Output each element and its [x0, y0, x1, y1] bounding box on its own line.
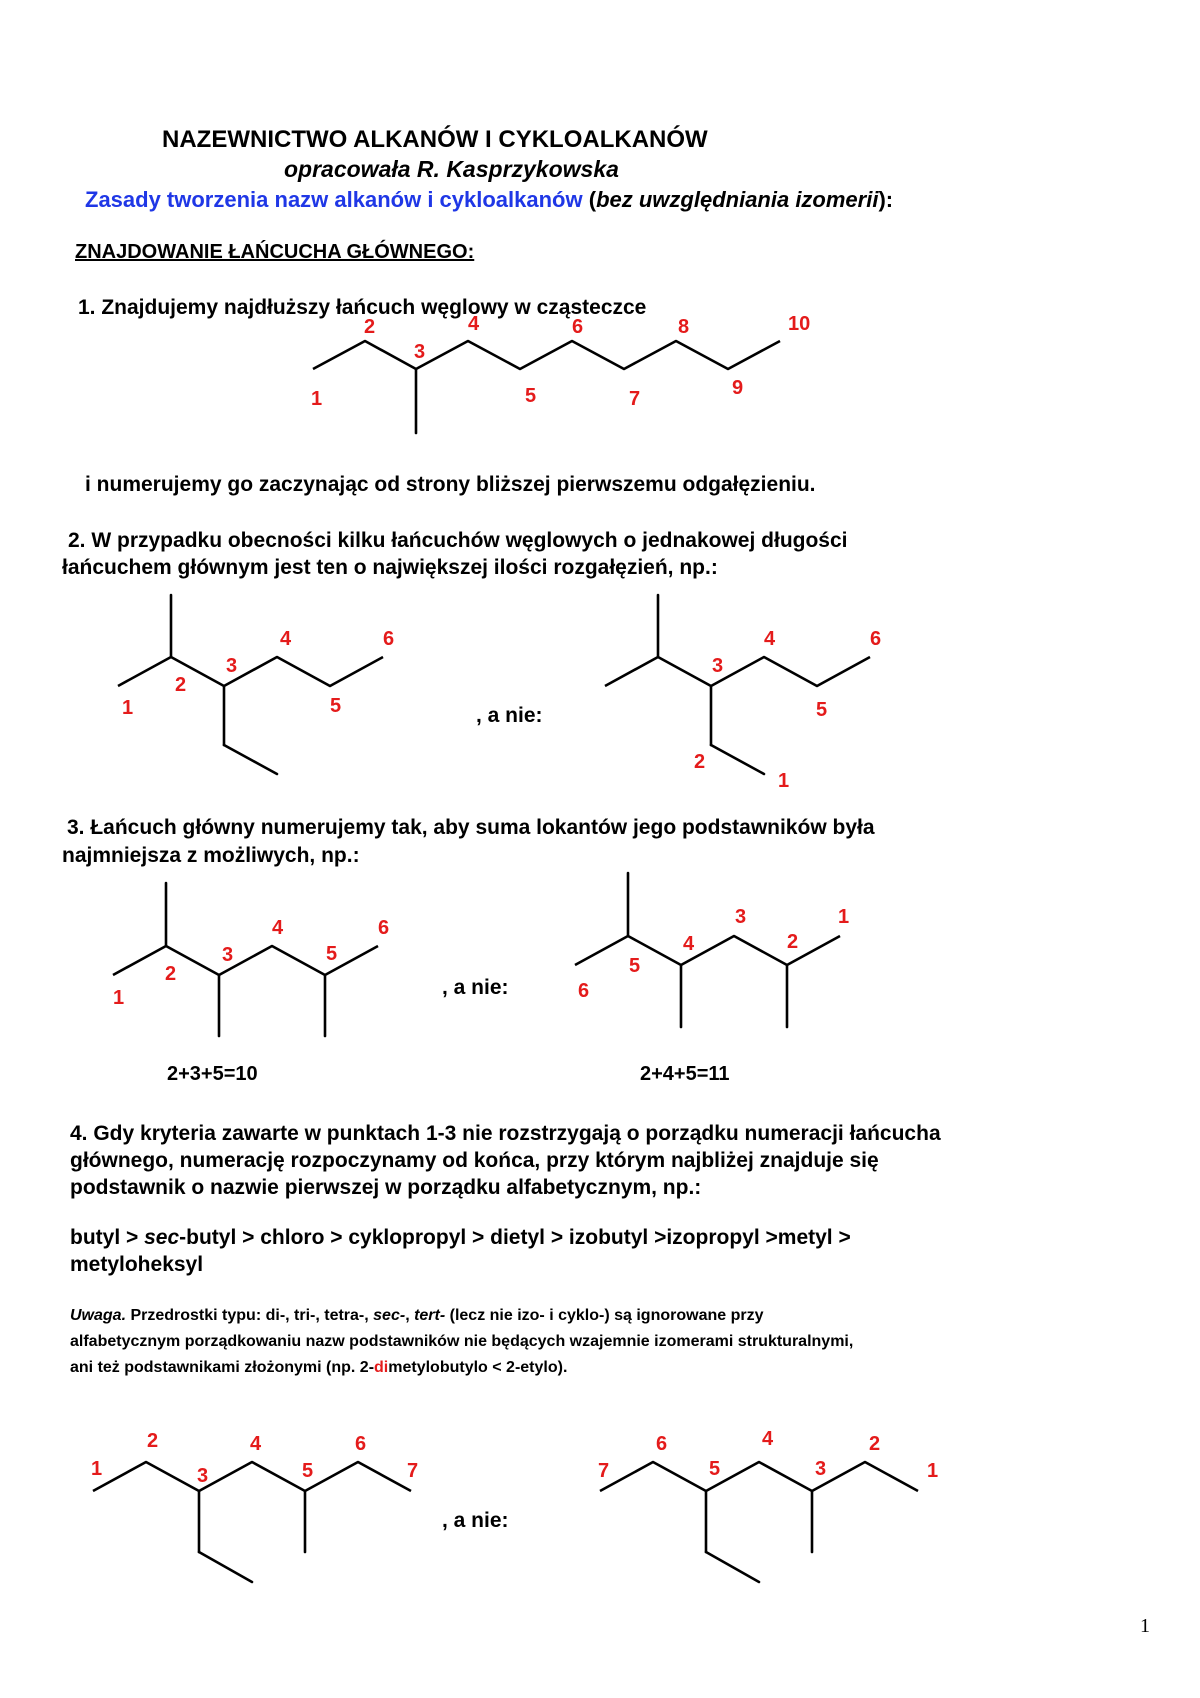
locant-1: 1: [838, 906, 850, 928]
locant-6: 6: [656, 1433, 668, 1455]
locant-6: 6: [355, 1433, 367, 1455]
order-part-a: butyl >: [70, 1226, 145, 1249]
ethyl-branch-b: [199, 1552, 252, 1582]
rules-heading-note: bez uwzględniania izomerii: [596, 187, 879, 212]
locant-4: 4: [250, 1433, 262, 1455]
locant-3: 3: [222, 944, 234, 966]
locant-2: 2: [787, 931, 799, 953]
main-chain: [93, 1462, 411, 1491]
locant-5: 5: [330, 695, 342, 717]
locant-10: 10: [788, 313, 811, 335]
locant-4: 4: [683, 933, 695, 955]
locant-1: 1: [311, 388, 323, 410]
note-l1c: (lecz nie izo- i cyklo-) są ignorowane przy: [445, 1307, 764, 1324]
locant-5: 5: [326, 943, 338, 965]
note-l3b: metylobutylo < 2-etylo).: [388, 1359, 568, 1376]
rule3-line2: najmniejsza z możliwych, np.:: [62, 844, 360, 867]
locant-3: 3: [226, 655, 238, 677]
locant-6: 6: [870, 628, 882, 650]
rule1-text: 1. Znajdujemy najdłuższy łańcuch węglowy w cząsteczce: [78, 296, 647, 319]
rule3-left-sum: 2+3+5=10: [167, 1063, 258, 1085]
rule3-separator: , a nie:: [442, 976, 509, 999]
locant-5: 5: [629, 955, 641, 977]
note-l1a: Przedrostki typu: di-, tri-, tetra-,: [126, 1307, 374, 1324]
order-sec: sec: [144, 1226, 180, 1249]
locant-1: 1: [113, 987, 125, 1009]
structure-rule1: [311, 313, 810, 433]
ethyl-branch-b: [706, 1552, 759, 1582]
main-chain: [118, 657, 383, 686]
rules-heading-paren-close: ):: [878, 187, 894, 212]
section-heading: ZNAJDOWANIE ŁAŃCUCHA GŁÓWNEGO:: [75, 241, 475, 263]
rule3-line1: 3. Łańcuch główny numerujemy tak, aby suma lokantów jego podstawników była: [67, 816, 875, 839]
locant-5: 5: [525, 385, 537, 407]
author-line: opracowała R. Kasprzykowska: [284, 156, 619, 182]
locant-3: 3: [735, 906, 747, 928]
rule2-line1: 2. W przypadku obecności kilku łańcuchów węglowych o jednakowej długości: [68, 529, 848, 552]
locant-2: 2: [147, 1430, 159, 1452]
rule4-separator: , a nie:: [442, 1509, 509, 1532]
locant-8: 8: [678, 316, 690, 338]
ethyl-branch-b: [711, 745, 764, 774]
locant-6: 6: [378, 917, 390, 939]
locant-5: 5: [302, 1460, 314, 1482]
locant-2: 2: [364, 316, 376, 338]
note-di-highlight: di: [374, 1359, 389, 1376]
main-chain: [113, 946, 378, 975]
note-l1b: ,: [405, 1307, 415, 1324]
locant-6: 6: [572, 316, 584, 338]
locant-7: 7: [407, 1460, 419, 1482]
note-label: Uwaga.: [70, 1307, 127, 1324]
locant-7: 7: [598, 1460, 610, 1482]
locant-4: 4: [764, 628, 776, 650]
main-chain: [605, 657, 870, 686]
locant-5: 5: [709, 1458, 721, 1480]
rule2-separator: , a nie:: [476, 704, 543, 727]
locant-7: 7: [629, 388, 641, 410]
locant-2: 2: [165, 963, 177, 985]
rule4-line2: głównego, numerację rozpoczynamy od końca, przy którym najbliżej znajduje się: [70, 1149, 879, 1172]
rule4-line1: 4. Gdy kryteria zawarte w punktach 1-3 nie rozstrzygają o porządku numeracji łańcucha: [70, 1122, 941, 1145]
structure-rule4-right: [598, 1428, 938, 1582]
note-l3a: ani też podstawnikami złożonymi (np. 2-: [70, 1359, 375, 1376]
locant-1: 1: [122, 697, 134, 719]
locant-3: 3: [815, 1458, 827, 1480]
note-line2: alfabetycznym porządkowaniu nazw podstawników nie będących wzajemnie izomerami strukturalnymi,: [70, 1333, 854, 1350]
locant-1: 1: [927, 1460, 939, 1482]
structure-rule3-right: [575, 873, 849, 1027]
page-number: 1: [1140, 1615, 1150, 1637]
locant-6: 6: [383, 628, 395, 650]
ethyl-branch-b: [224, 745, 277, 774]
rules-heading-paren-open: (: [582, 187, 597, 212]
note-sec: sec-: [373, 1307, 406, 1324]
substituent-order-line2: metyloheksyl: [70, 1253, 204, 1276]
document-title: NAZEWNICTWO ALKANÓW I CYKLOALKANÓW: [162, 126, 708, 153]
structure-rule2-left: [118, 595, 394, 774]
rules-heading-main: Zasady tworzenia nazw alkanów i cykloalkanów: [85, 187, 583, 212]
locant-4: 4: [280, 628, 292, 650]
main-chain: [575, 936, 840, 965]
locant-1: 1: [778, 770, 790, 792]
structure-rule3-left: [113, 883, 389, 1036]
rule2-line2: łańcuchem głównym jest ten o największej ilości rozgałęzień, np.:: [62, 556, 718, 579]
locant-2: 2: [694, 751, 706, 773]
locant-6: 6: [578, 980, 590, 1002]
main-chain: [600, 1462, 918, 1491]
rule3-right-sum: 2+4+5=11: [640, 1063, 730, 1085]
rule1-followup: i numerujemy go zaczynając od strony bliższej pierwszemu odgałęzieniu.: [85, 473, 816, 496]
locant-3: 3: [712, 655, 724, 677]
structure-rule4-left: [91, 1430, 418, 1582]
note-tert: tert-: [414, 1307, 446, 1324]
locant-5: 5: [816, 699, 828, 721]
structure-rule2-right: [605, 595, 881, 792]
locant-4: 4: [272, 917, 284, 939]
locant-1: 1: [91, 1458, 103, 1480]
locant-9: 9: [732, 377, 744, 399]
locant-4: 4: [468, 313, 480, 335]
locant-2: 2: [175, 674, 187, 696]
locant-2: 2: [869, 1433, 881, 1455]
locant-3: 3: [414, 341, 426, 363]
locant-4: 4: [762, 1428, 774, 1450]
locant-3: 3: [197, 1465, 209, 1487]
rule4-line3: podstawnik o nazwie pierwszej w porządku alfabetycznym, np.:: [70, 1176, 702, 1199]
main-chain: [313, 341, 780, 369]
order-part-b: -butyl > chloro > cyklopropyl > dietyl > izobutyl >izopropyl >metyl >: [179, 1226, 851, 1249]
